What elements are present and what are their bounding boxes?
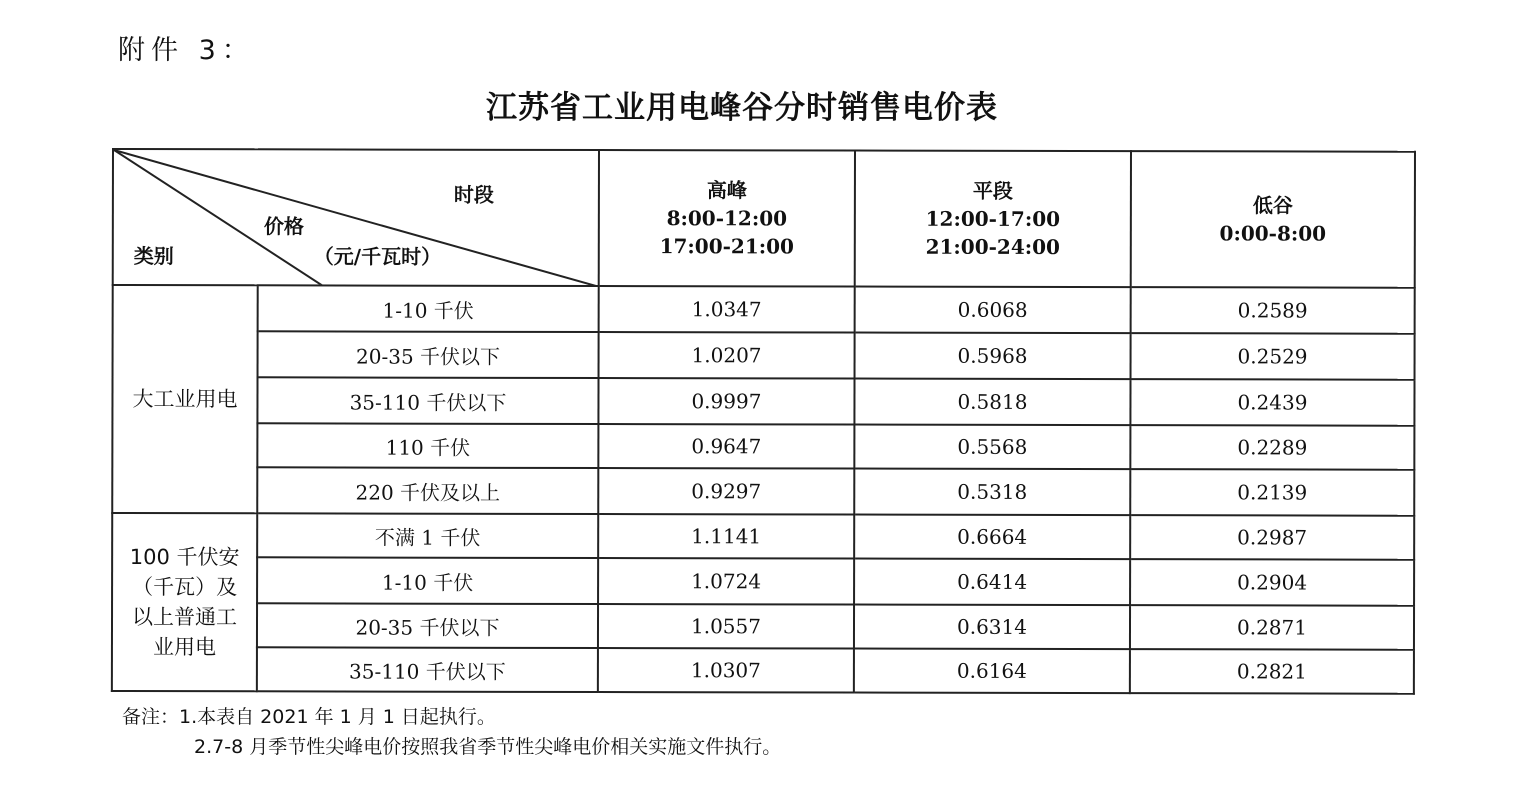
notes-prefix: 备注：: [122, 706, 180, 728]
price-valley-cell: 0.2529: [1131, 333, 1415, 380]
price-valley-cell: 0.2289: [1130, 425, 1414, 470]
category-cell: 大工业用电: [112, 285, 257, 513]
voltage-cell: 35-110 千伏以下: [257, 377, 598, 424]
price-valley-cell: 0.2987: [1130, 515, 1414, 560]
column-header-peak: [599, 150, 855, 287]
note-line-2: 2.7-8 月季节性尖峰电价按照我省季节性尖峰电价相关实施文件执行。: [194, 736, 782, 758]
price-peak-cell: 1.0207: [599, 332, 855, 379]
category-cell: [112, 513, 257, 691]
table-row: [112, 423, 1414, 470]
price-peak-cell: 1.0307: [598, 648, 854, 693]
table-row: [112, 603, 1414, 650]
price-peak-cell: 1.1141: [598, 514, 854, 559]
price-flat-cell: 0.6068: [855, 287, 1131, 334]
category-line: （千瓦）及: [132, 575, 238, 600]
price-flat-cell: 0.6664: [854, 515, 1130, 560]
table-row: [113, 331, 1415, 380]
column-header-flat: [855, 151, 1131, 288]
table-row: [112, 647, 1414, 694]
price-peak-cell: 1.0557: [598, 604, 854, 649]
time-range: 12:00-17:00: [925, 206, 1061, 231]
note-line-1: [122, 702, 781, 732]
table-row: [113, 285, 1415, 334]
price-valley-cell: 0.2439: [1130, 379, 1414, 426]
price-flat-cell: 0.6414: [854, 559, 1130, 606]
category-line: 100 千伏安: [129, 545, 240, 570]
tariff-table: [111, 148, 1416, 695]
voltage-cell: 110 千伏: [257, 423, 598, 468]
voltage-cell: 20-35 千伏以下: [258, 331, 599, 378]
table-row: [112, 557, 1414, 606]
price-peak-cell: 0.9647: [598, 424, 854, 469]
column-name: 平段: [972, 178, 1013, 203]
table-row: [112, 513, 1414, 560]
category-line: 业用电: [152, 635, 216, 660]
table-row: [112, 467, 1414, 516]
column-name: 高峰: [706, 178, 747, 203]
price-peak-cell: 1.0724: [598, 558, 854, 605]
time-range: 8:00-12:00: [666, 206, 788, 231]
column-header-valley: [1131, 151, 1415, 288]
price-valley-cell: 0.2589: [1131, 287, 1415, 334]
price-valley-cell: 0.2871: [1130, 605, 1414, 650]
price-flat-cell: 0.5318: [854, 469, 1130, 516]
time-range: 0:00-8:00: [1219, 221, 1327, 246]
voltage-cell: 220 千伏及以上: [257, 467, 598, 514]
price-peak-cell: 1.0347: [599, 286, 855, 333]
price-flat-cell: 0.5968: [855, 333, 1131, 380]
price-flat-cell: 0.6314: [854, 605, 1130, 650]
notes: [122, 702, 781, 762]
price-flat-cell: 0.5818: [854, 379, 1130, 426]
attachment-label: 附件 3：: [118, 35, 255, 66]
table-row: [112, 377, 1414, 426]
price-peak-cell: 0.9297: [598, 468, 854, 515]
note-text: 1.本表自 2021 年 1 月 1 日起执行。: [179, 706, 496, 728]
column-name: 低谷: [1252, 193, 1293, 218]
category-line: 以上普通工: [131, 605, 238, 630]
time-range: 21:00-24:00: [925, 234, 1061, 259]
header-row: [113, 149, 1415, 288]
price-peak-cell: 0.9997: [598, 378, 854, 425]
voltage-cell: 1-10 千伏: [258, 285, 599, 332]
price-valley-cell: 0.2904: [1130, 559, 1414, 606]
diagonal-header-cell: [113, 149, 599, 286]
voltage-cell: 35-110 千伏以下: [257, 647, 598, 692]
voltage-cell: 1-10 千伏: [257, 557, 598, 604]
price-label: 价格: [263, 214, 304, 239]
price-flat-cell: 0.6164: [854, 649, 1130, 694]
price-flat-cell: 0.5568: [854, 425, 1130, 470]
voltage-cell: 不满 1 千伏: [257, 513, 598, 558]
period-label: 时段: [453, 182, 494, 207]
voltage-cell: 20-35 千伏以下: [257, 603, 598, 648]
unit-label: （元/千瓦时）: [313, 244, 442, 269]
price-valley-cell: 0.2821: [1130, 649, 1414, 694]
time-range: 17:00-21:00: [659, 234, 795, 259]
price-valley-cell: 0.2139: [1130, 469, 1414, 516]
category-label: 类别: [133, 244, 174, 269]
page-title: 江苏省工业用电峰谷分时销售电价表: [486, 90, 998, 126]
